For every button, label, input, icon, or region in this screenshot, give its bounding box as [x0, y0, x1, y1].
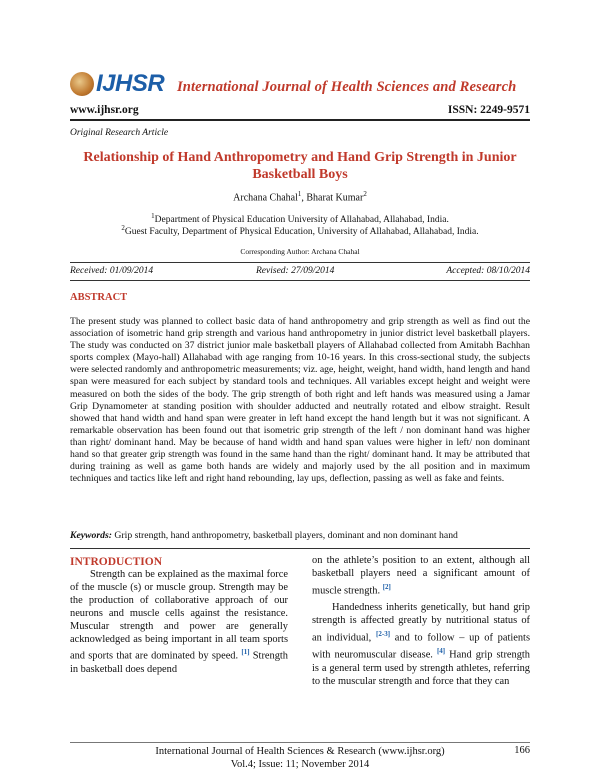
citation-ref[interactable]: [2-3] — [376, 630, 391, 638]
page-number: 166 — [514, 745, 530, 756]
affiliation-2 — [70, 224, 530, 237]
affiliation-text: Department of Physical Education University of Allahabad, Allahabad, India. — [154, 215, 449, 226]
keywords-label: Keywords: — [70, 530, 112, 541]
article-title: Relationship of Hand Anthropometry and Hand Grip Strength in Junior Basketball Boys — [83, 150, 517, 182]
date-received: Received: 01/09/2014 — [70, 266, 154, 276]
journal-logo — [70, 70, 164, 98]
citation-ref[interactable]: [4] — [436, 647, 446, 656]
header-divider — [70, 119, 530, 121]
journal-issn: ISSN: 2249-9571 — [447, 104, 530, 116]
intro-text: on the athlete’s position to an extent, although all basketball players need a significant amount of muscle strength. — [312, 555, 530, 597]
dates-divider-bottom — [70, 280, 530, 281]
logo-text: IJHSR — [96, 70, 165, 97]
article-type: Original Research Article — [70, 128, 169, 138]
date-accepted: Accepted: 08/10/2014 — [446, 266, 530, 276]
author-sup: 1 — [297, 190, 302, 198]
affiliation-text: Guest Faculty, Department of Physical Education, University of Allahabad, Allahabad, India. — [124, 227, 479, 238]
intro-text: Strength in basketball does depend — [70, 650, 288, 675]
dates-divider-top — [70, 262, 530, 263]
column-right — [312, 555, 530, 689]
intro-text: Hand grip strength is a general term used by strength athletes, referring to the muscular strength and force that they can — [312, 649, 530, 687]
date-revised: Revised: 27/09/2014 — [256, 266, 335, 276]
abstract-heading: ABSTRACT — [70, 292, 128, 303]
footer-journal: International Journal of Health Sciences & Research (www.ijhsr.org) — [155, 746, 445, 757]
keywords-divider — [70, 548, 530, 549]
keywords — [70, 530, 530, 541]
author-name: Archana Chahal — [233, 192, 298, 204]
intro-paragraph — [70, 569, 288, 677]
intro-text: and to follow – up of patients with neuromuscular disease. — [312, 632, 530, 661]
author-name: Bharat Kumar — [306, 192, 364, 204]
journal-name: International Journal of Health Sciences and Research — [177, 79, 517, 95]
intro-text: Strength can be explained as the maximal force of the muscle (s) or muscle group. Strength may be the production of collaborative approach of our neurons and muscle cells against the resistance. Muscular strength and power are generally acknowledged as being important in all team sports and sports that are dominated by speed. — [70, 569, 288, 662]
page-footer — [70, 745, 530, 771]
journal-website: www.ijhsr.org — [70, 104, 139, 116]
footer-divider — [70, 742, 530, 743]
intro-paragraph — [312, 602, 530, 688]
authors: Archana Chahal$^1$, Bharat Kumar$^2$ — [233, 190, 367, 204]
author-sup: 2 — [363, 190, 367, 198]
column-left — [70, 555, 288, 677]
abstract-body: The present study was planned to collect basic data of hand anthropometry and grip strength as well as find out the association of isometric hand grip strength and various hand anthropometry in junior district level basketball players. The study was conducted on 37 district junior male basketball players of Allahabad collected from Amitabh Bachhan sports complex (Mayo-hall) Allahabad with age ranging from 10-16 years. In this cross-sectional study, the subjects were selected randomly and anthropometric measurements; viz. age, height, weight, hand width, hand length and hand span were measured for each subject by standard tools and techniques. All variables except height and weight were measured on both the sides of the body. The grip strength of both right and left hands was measured using a Jamar Grip Dynamometer at standing position with shoulder adducted and neutrally rotated and elbow straight. Result showed that hand width and hand span were greater in left hand except the hand length but it was not significant. A remarkable observation has been found out that isometric grip strength of the left / non dominant hand was higher than right/ dominant hand. May be because of hand width and hand span values were higher in left/ non dominant hand so that greater grip strength was found in the same hand than the right/ dominant hand. It may be attributed that during training as well as game both hands are widely and majorly used by the all position and in maximum techniques and tactics like left and right hand rebounding, lay ups, deflection, passing as well as fake and feints. — [70, 316, 530, 485]
globe-icon — [70, 72, 94, 96]
corresponding-author: Corresponding Author: Archana Chahal — [240, 247, 360, 256]
intro-text: Handedness inherits genetically, but hand grip strength is affected greatly by nutritional status of an individual, — [312, 602, 530, 644]
citation-ref[interactable]: [2] — [382, 582, 391, 591]
intro-paragraph — [312, 555, 530, 598]
keywords-text: Grip strength, hand anthropometry, basketball players, dominant and non dominant hand — [114, 530, 458, 541]
affiliation-sup: 2 — [121, 224, 125, 232]
affiliation-sup: 1 — [151, 212, 155, 220]
introduction-heading: INTRODUCTION — [70, 556, 163, 568]
footer-volume: Vol.4; Issue: 11; November 2014 — [230, 759, 370, 770]
citation-ref[interactable]: [1] — [241, 648, 250, 657]
